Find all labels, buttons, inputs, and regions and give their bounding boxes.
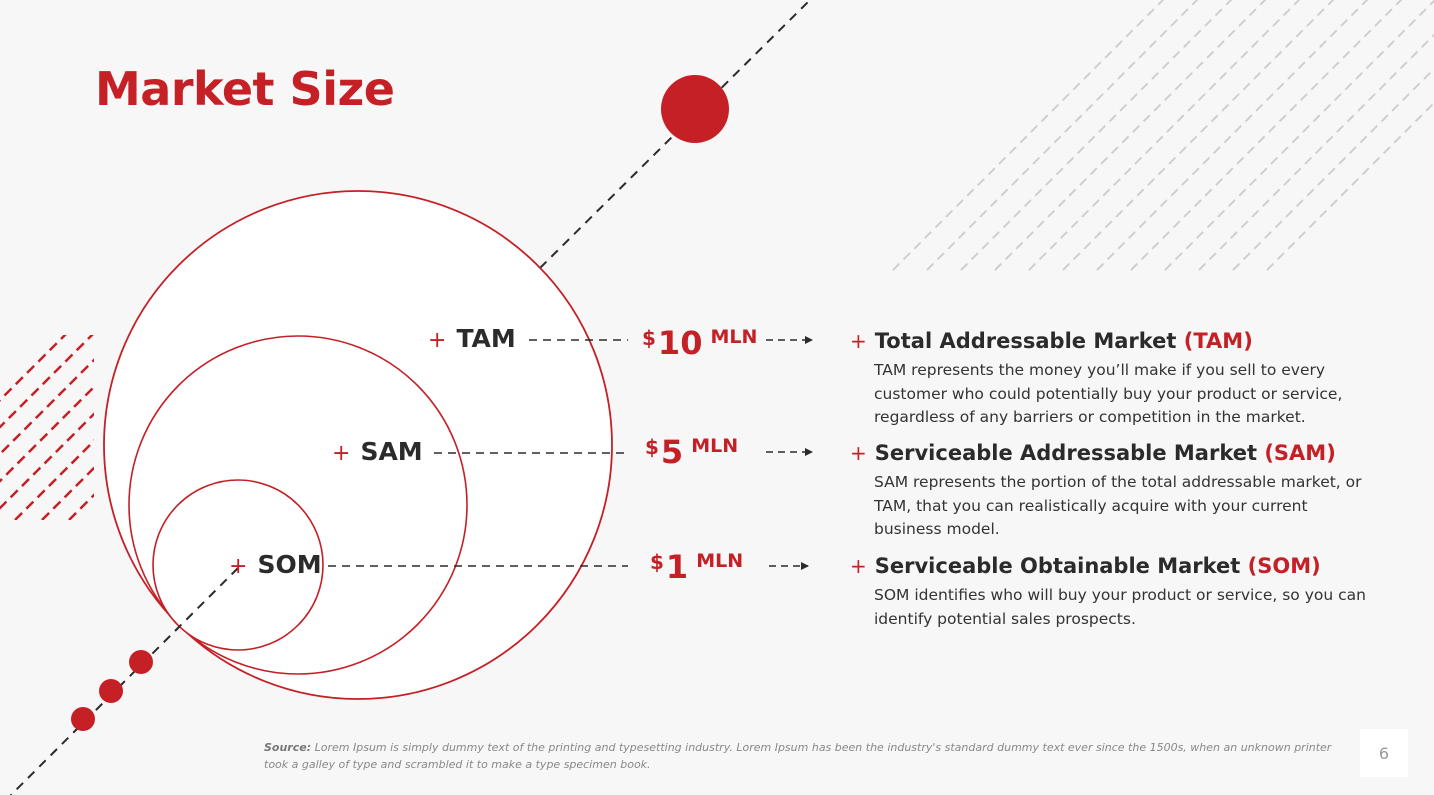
decorative-stripe	[1029, 0, 1319, 270]
source-label: Source:	[264, 741, 312, 754]
plus-icon: +	[850, 441, 867, 465]
som-description-block	[850, 554, 1370, 631]
red-dot-small	[71, 707, 95, 731]
currency-symbol: $	[650, 550, 664, 574]
decorative-stripe	[893, 0, 1183, 270]
decorative-stripe	[1097, 0, 1387, 270]
tam-label: + TAM	[428, 324, 516, 353]
decorative-stripe	[1131, 0, 1421, 270]
tam-value	[642, 324, 757, 362]
decorative-stripe	[927, 0, 1217, 270]
decorative-stripe	[0, 280, 120, 520]
decorative-stripe	[995, 0, 1285, 270]
decorative-stripes-right	[893, 0, 1434, 270]
currency-symbol: $	[642, 326, 656, 350]
tam-description: TAM represents the money you’ll make if you sell to every customer who could potentially buy your product or service, regardless of any barriers or competition in the market.	[874, 361, 1343, 426]
sam-value	[645, 433, 738, 471]
som-label: + SOM	[229, 550, 322, 579]
currency-symbol: $	[645, 435, 659, 459]
plus-icon: +	[428, 328, 447, 353]
page-title: Market Size	[95, 62, 395, 116]
sam-label: + SAM	[332, 437, 423, 466]
source-text: Lorem Ipsum is simply dummy text of the printing and typesetting industry. Lorem Ipsum has been the industry's standard dummy text ever since the 1500s, when an unknown printer took a galley of type and scrambled it to make a type specimen book.	[264, 741, 1332, 771]
decorative-stripe	[1199, 0, 1434, 270]
decorative-stripe	[961, 0, 1251, 270]
page-number: 6	[1360, 729, 1408, 777]
red-dot-small	[99, 679, 123, 703]
value-unit: MLN	[691, 435, 739, 457]
tam-description-block	[850, 329, 1370, 430]
value-unit: MLN	[710, 326, 758, 348]
plus-icon: +	[850, 554, 867, 578]
value-amount: 5	[660, 433, 684, 471]
som-description: SOM identifies who will buy your product or service, so you can identify potential sales prospects.	[874, 586, 1366, 628]
plus-icon: +	[332, 441, 351, 466]
sam-description: SAM represents the portion of the total addressable market, or TAM, that you can realistically acquire with your current business model.	[874, 473, 1362, 538]
value-unit: MLN	[696, 550, 744, 572]
source-note	[264, 739, 1334, 773]
decorative-stripe	[1267, 0, 1434, 270]
red-dot-large	[661, 75, 729, 143]
decorative-stripe	[1233, 0, 1434, 270]
decorative-stripe	[1063, 0, 1353, 270]
value-amount: 1	[665, 548, 689, 586]
value-amount: 10	[657, 324, 703, 362]
red-dot-small	[129, 650, 153, 674]
decorative-stripe	[1165, 0, 1434, 270]
plus-icon: +	[850, 329, 867, 353]
sam-description-block	[850, 441, 1370, 542]
som-value	[650, 548, 743, 586]
tam-heading: + Total Addressable Market (TAM)	[850, 329, 1253, 353]
sam-heading: + Serviceable Addressable Market (SAM)	[850, 441, 1336, 465]
som-heading: + Serviceable Obtainable Market (SOM)	[850, 554, 1321, 578]
plus-icon: +	[229, 554, 248, 579]
